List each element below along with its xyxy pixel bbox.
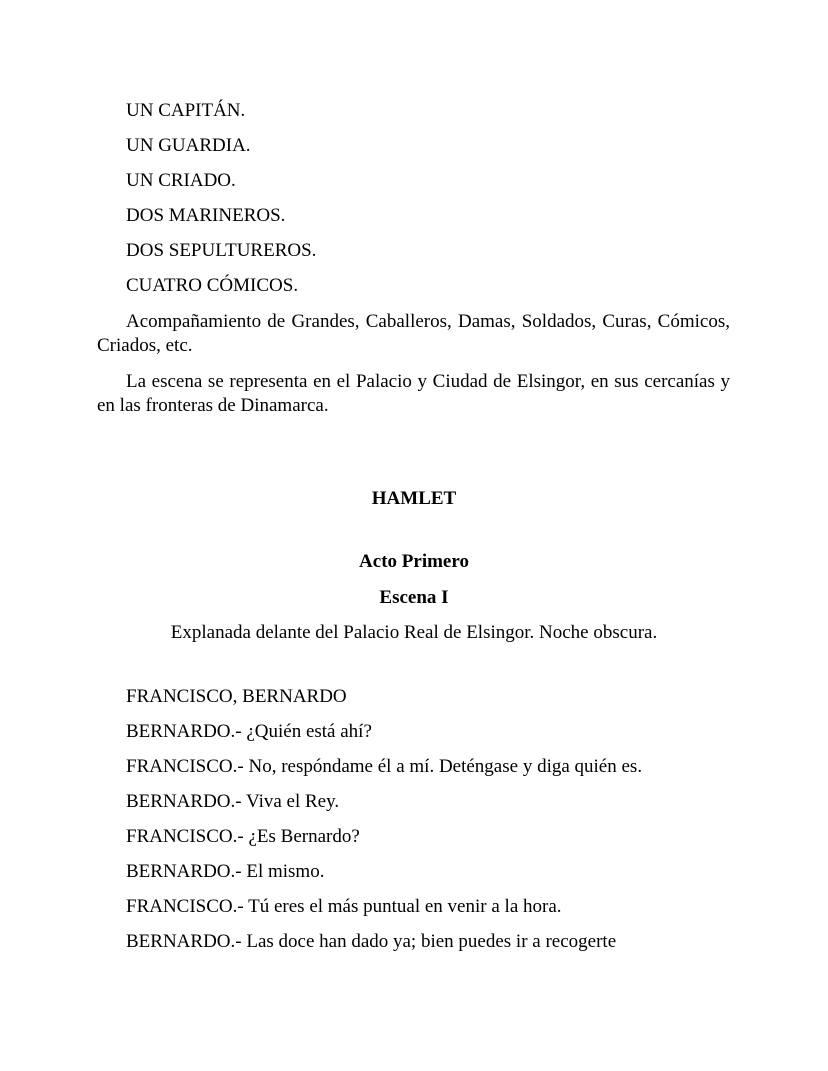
cast-item: UN CAPITÁN. (126, 100, 246, 121)
cast-item: DOS MARINEROS. (126, 205, 286, 226)
dialogue-line: BERNARDO.- ¿Quién está ahí? (126, 721, 372, 742)
cast-item: CUATRO CÓMICOS. (126, 275, 299, 296)
scene-location-paragraph: La escena se representa en el Palacio y Ciudad de Elsingor, en sus cercanías y en las fronteras de Dinamarca. (97, 371, 730, 416)
dialogue-line: FRANCISCO, BERNARDO (126, 686, 347, 707)
dialogue-line: BERNARDO.- Las doce han dado ya; bien puedes ir a recogerte (126, 931, 617, 952)
scene-heading: Escena I (379, 587, 449, 608)
cast-item: UN CRIADO. (126, 170, 236, 191)
dialogue-line: FRANCISCO.- Tú eres el más puntual en venir a la hora. (126, 896, 562, 917)
scene-setting: Explanada delante del Palacio Real de Elsingor. Noche obscura. (170, 622, 658, 643)
dialogue-line: BERNARDO.- Viva el Rey. (126, 791, 340, 812)
cast-list (126, 99, 316, 309)
play-title: HAMLET (371, 488, 457, 509)
dialogue-list (126, 685, 642, 965)
act-heading: Acto Primero (359, 551, 469, 572)
dialogue-line: FRANCISCO.- No, respóndame él a mí. Deténgase y diga quién es. (126, 756, 643, 777)
cast-item: UN GUARDIA. (126, 135, 251, 156)
cast-item: DOS SEPULTUREROS. (126, 240, 317, 261)
accompaniment-paragraph: Acompañamiento de Grandes, Caballeros, Damas, Soldados, Curas, Cómicos, Criados, etc. (97, 311, 730, 356)
dialogue-line: BERNARDO.- El mismo. (126, 861, 325, 882)
dialogue-line: FRANCISCO.- ¿Es Bernardo? (126, 826, 360, 847)
